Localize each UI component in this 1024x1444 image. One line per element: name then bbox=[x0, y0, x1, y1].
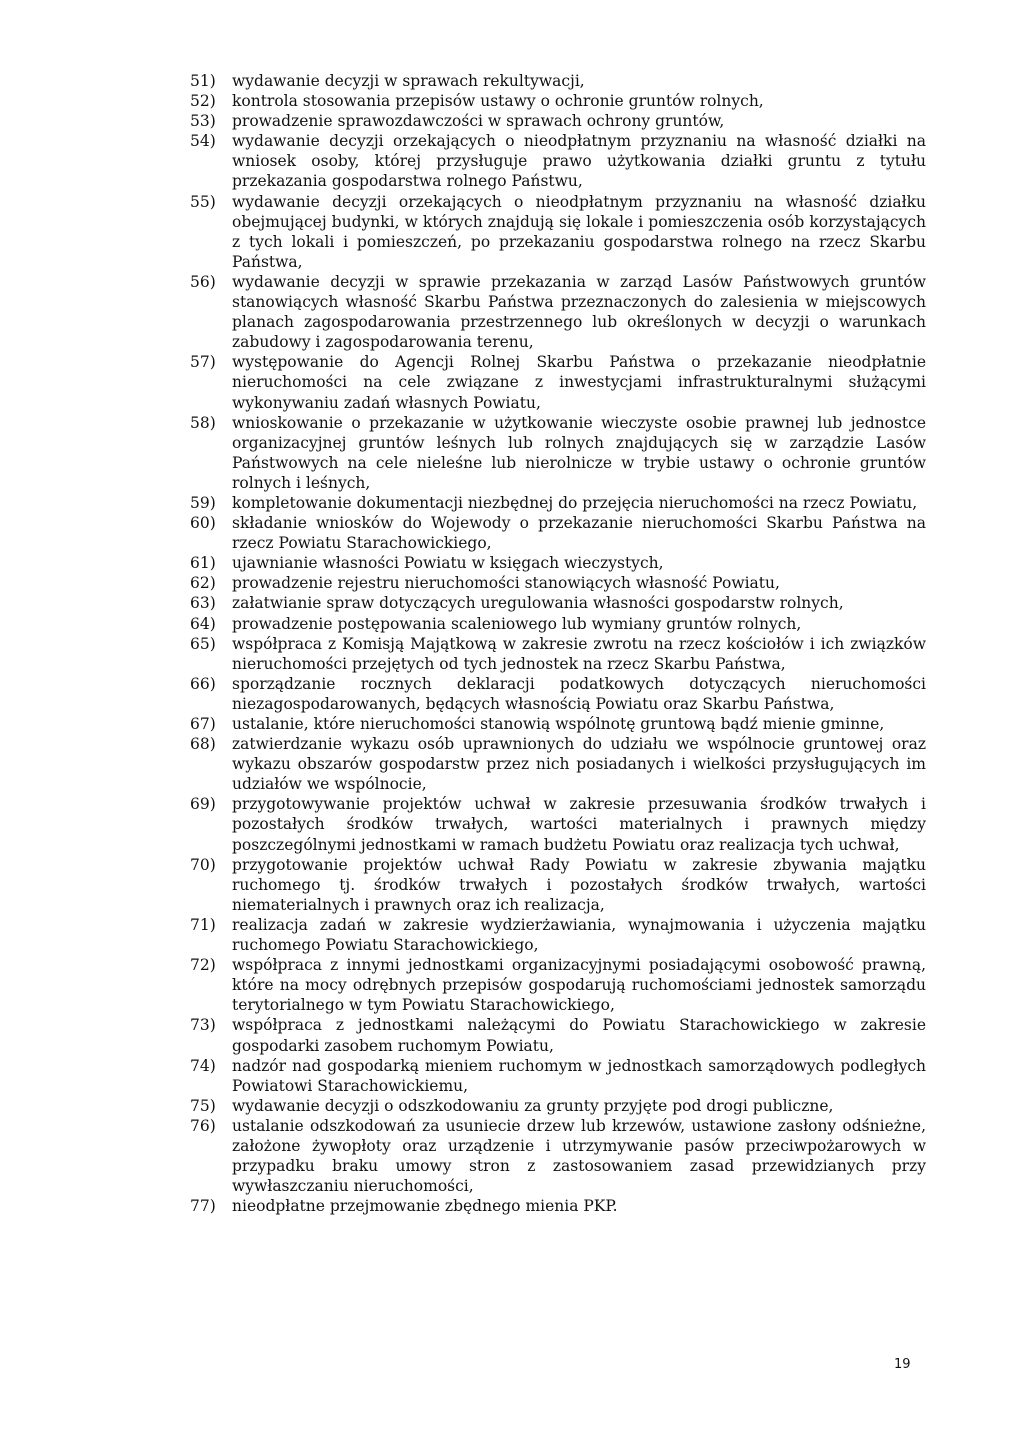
list-item bbox=[190, 1116, 926, 1196]
item-number: 76) bbox=[190, 1116, 216, 1135]
list-item bbox=[190, 272, 926, 352]
item-number: 64) bbox=[190, 614, 216, 633]
item-text: przygotowanie projektów uchwał Rady Powiatu w zakresie zbywania majątku ruchomego tj. środków trwałych i pozostałych środków trwałych, wartości niematerialnych i prawnych oraz ich realizacja, bbox=[232, 855, 926, 914]
item-text: zatwierdzanie wykazu osób uprawnionych do udziału we wspólnocie gruntowej oraz wykazu obszarów gospodarstw przez nich posiadanych i wielkości przysługujących im udziałów we wspólnocie, bbox=[232, 735, 926, 794]
task-list bbox=[190, 71, 926, 1216]
item-text: współpraca z innymi jednostkami organizacyjnymi posiadającymi osobowość prawną, które na mocy odrębnych przepisów gospodarują ruchomościami jednostek samorządu terytorialnego w tym Powiatu Starachowickiego, bbox=[232, 956, 926, 1015]
item-text: współpraca z jednostkami należącymi do Powiatu Starachowickiego w zakresie gospodarki zasobem ruchomym Powiatu, bbox=[232, 1016, 926, 1055]
item-number: 58) bbox=[190, 413, 216, 432]
item-number: 59) bbox=[190, 493, 216, 512]
item-text: ujawnianie własności Powiatu w księgach wieczystych, bbox=[232, 554, 664, 573]
item-text: ustalanie, które nieruchomości stanowią wspólnotę gruntową bądź mienie gminne, bbox=[232, 715, 885, 733]
list-item bbox=[190, 131, 926, 191]
item-number: 52) bbox=[190, 92, 216, 111]
item-number: 71) bbox=[190, 915, 216, 934]
item-number: 60) bbox=[190, 514, 216, 533]
list-item bbox=[190, 1096, 926, 1116]
list-item bbox=[190, 955, 926, 1015]
item-number: 56) bbox=[190, 272, 216, 291]
item-number: 72) bbox=[190, 956, 216, 975]
item-text: składanie wniosków do Wojewody o przekazanie nieruchomości Skarbu Państwa na rzecz Powiatu Starachowickiego, bbox=[232, 514, 926, 553]
list-item bbox=[190, 192, 926, 272]
list-item bbox=[190, 674, 926, 714]
list-item bbox=[190, 614, 926, 634]
list-item bbox=[190, 1015, 926, 1055]
item-number: 75) bbox=[190, 1096, 216, 1115]
item-number: 67) bbox=[190, 715, 216, 733]
item-text: wnioskowanie o przekazanie w użytkowanie wieczyste osobie prawnej lub jednostce organizacyjnej gruntów leśnych lub rolnych znajdujących się w zarządzie Lasów Państwowych na cele nieleśne lub nierolnicze w trybie ustawy o ochronie gruntów rolnych i leśnych, bbox=[232, 413, 926, 492]
item-text: wydawanie decyzji orzekających o nieodpłatnym przyznaniu na własność działki na wniosek osoby, której przysługuje prawo użytkowania działki gruntu z tytułu przekazania gospodarstwa rolnego Państwu, bbox=[232, 132, 926, 191]
item-number: 57) bbox=[190, 353, 216, 372]
list-item bbox=[190, 493, 926, 513]
item-number: 62) bbox=[190, 574, 216, 593]
item-text: nadzór nad gospodarką mieniem ruchomym w jednostkach samorządowych podległych Powiatowi Starachowickiemu, bbox=[232, 1056, 926, 1095]
item-number: 53) bbox=[190, 112, 216, 131]
list-item bbox=[190, 513, 926, 553]
item-number: 63) bbox=[190, 594, 216, 613]
item-text: załatwianie spraw dotyczących uregulowania własności gospodarstw rolnych, bbox=[232, 594, 844, 613]
list-item bbox=[190, 734, 926, 794]
list-item bbox=[190, 593, 926, 613]
list-item bbox=[190, 634, 926, 674]
item-text: prowadzenie postępowania scaleniowego lub wymiany gruntów rolnych, bbox=[232, 614, 802, 633]
item-text: przygotowywanie projektów uchwał w zakresie przesuwania środków trwałych i pozostałych środków trwałych, wartości materialnych i prawnych między poszczególnymi jednostkami w ramach budżetu Powiatu oraz realizacja tych uchwał, bbox=[232, 795, 926, 854]
list-item bbox=[190, 553, 926, 573]
list-item bbox=[190, 915, 926, 955]
item-number: 73) bbox=[190, 1016, 216, 1035]
item-number: 54) bbox=[190, 132, 216, 151]
list-item bbox=[190, 413, 926, 493]
list-item bbox=[190, 91, 926, 111]
item-number: 70) bbox=[190, 855, 216, 874]
item-text: kompletowanie dokumentacji niezbędnej do przejęcia nieruchomości na rzecz Powiatu, bbox=[232, 493, 918, 512]
list-item bbox=[190, 352, 926, 412]
item-text: wydawanie decyzji w sprawie przekazania w zarząd Lasów Państwowych gruntów stanowiących własność Skarbu Państwa przeznaczonych do zalesienia w miejscowych planach zagospodarowania przestrzennego lub określonych w decyzji o warunkach zabudowy i zagospodarowania terenu, bbox=[232, 272, 926, 352]
item-number: 69) bbox=[190, 795, 216, 814]
item-text: wydawanie decyzji w sprawach rekultywacji, bbox=[232, 72, 585, 90]
item-text: nieodpłatne przejmowanie zbędnego mienia PKP. bbox=[232, 1197, 618, 1216]
item-number: 65) bbox=[190, 634, 216, 653]
item-number: 68) bbox=[190, 735, 216, 754]
item-text: wydawanie decyzji orzekających o nieodpłatnym przyznaniu na własność działku obejmującej budynki, w których znajdują się lokale i pomieszczenia osób korzystających z tych lokali i pomieszczeń, po przekazaniu gospodarstwa rolnego na rzecz Skarbu Państwa, bbox=[232, 192, 926, 271]
list-item bbox=[190, 1056, 926, 1096]
item-text: współpraca z Komisją Majątkową w zakresie zwrotu na rzecz kościołów i ich związków nieruchomości przejętych od tych jednostek na rzecz Skarbu Państwa, bbox=[232, 634, 926, 673]
item-text: występowanie do Agencji Rolnej Skarbu Państwa o przekazanie nieodpłatnie nieruchomości na cele związane z inwestycjami infrastrukturalnymi służącymi wykonywaniu zadań własnych Powiatu, bbox=[232, 353, 926, 412]
item-number: 51) bbox=[190, 72, 216, 90]
item-text: ustalanie odszkodowań za usuniecie drzew lub krzewów, ustawione zasłony odśnieżne, założone żywopłoty oraz urządzenie i utrzymywanie pasów przeciwpożarowych w przypadku braku umowy stron z zastosowaniem zasad przewidzianych przy wywłaszczaniu nieruchomości, bbox=[232, 1116, 926, 1196]
list-item bbox=[190, 573, 926, 593]
item-text: prowadzenie rejestru nieruchomości stanowiących własność Powiatu, bbox=[232, 574, 780, 593]
item-number: 74) bbox=[190, 1056, 216, 1075]
item-number: 66) bbox=[190, 674, 216, 693]
item-text: wydawanie decyzji o odszkodowaniu za grunty przyjęte pod drogi publiczne, bbox=[232, 1096, 834, 1115]
page-number: 19 bbox=[894, 1357, 911, 1372]
item-text: prowadzenie sprawozdawczości w sprawach ochrony gruntów, bbox=[232, 112, 725, 131]
item-number: 55) bbox=[190, 192, 216, 211]
list-item bbox=[190, 71, 926, 91]
list-item bbox=[190, 855, 926, 915]
list-item bbox=[190, 1196, 926, 1216]
item-text: sporządzanie rocznych deklaracji podatkowych dotyczących nieruchomości niezagospodarowanych, będących własnością Powiatu oraz Skarbu Państwa, bbox=[232, 674, 926, 713]
item-text: realizacja zadań w zakresie wydzierżawiania, wynajmowania i użyczenia majątku ruchomego Powiatu Starachowickiego, bbox=[232, 915, 926, 955]
list-item bbox=[190, 111, 926, 131]
item-text: kontrola stosowania przepisów ustawy o ochronie gruntów rolnych, bbox=[232, 92, 764, 111]
item-number: 61) bbox=[190, 554, 216, 573]
list-item bbox=[190, 714, 926, 734]
item-number: 77) bbox=[190, 1197, 216, 1216]
list-item bbox=[190, 794, 926, 854]
